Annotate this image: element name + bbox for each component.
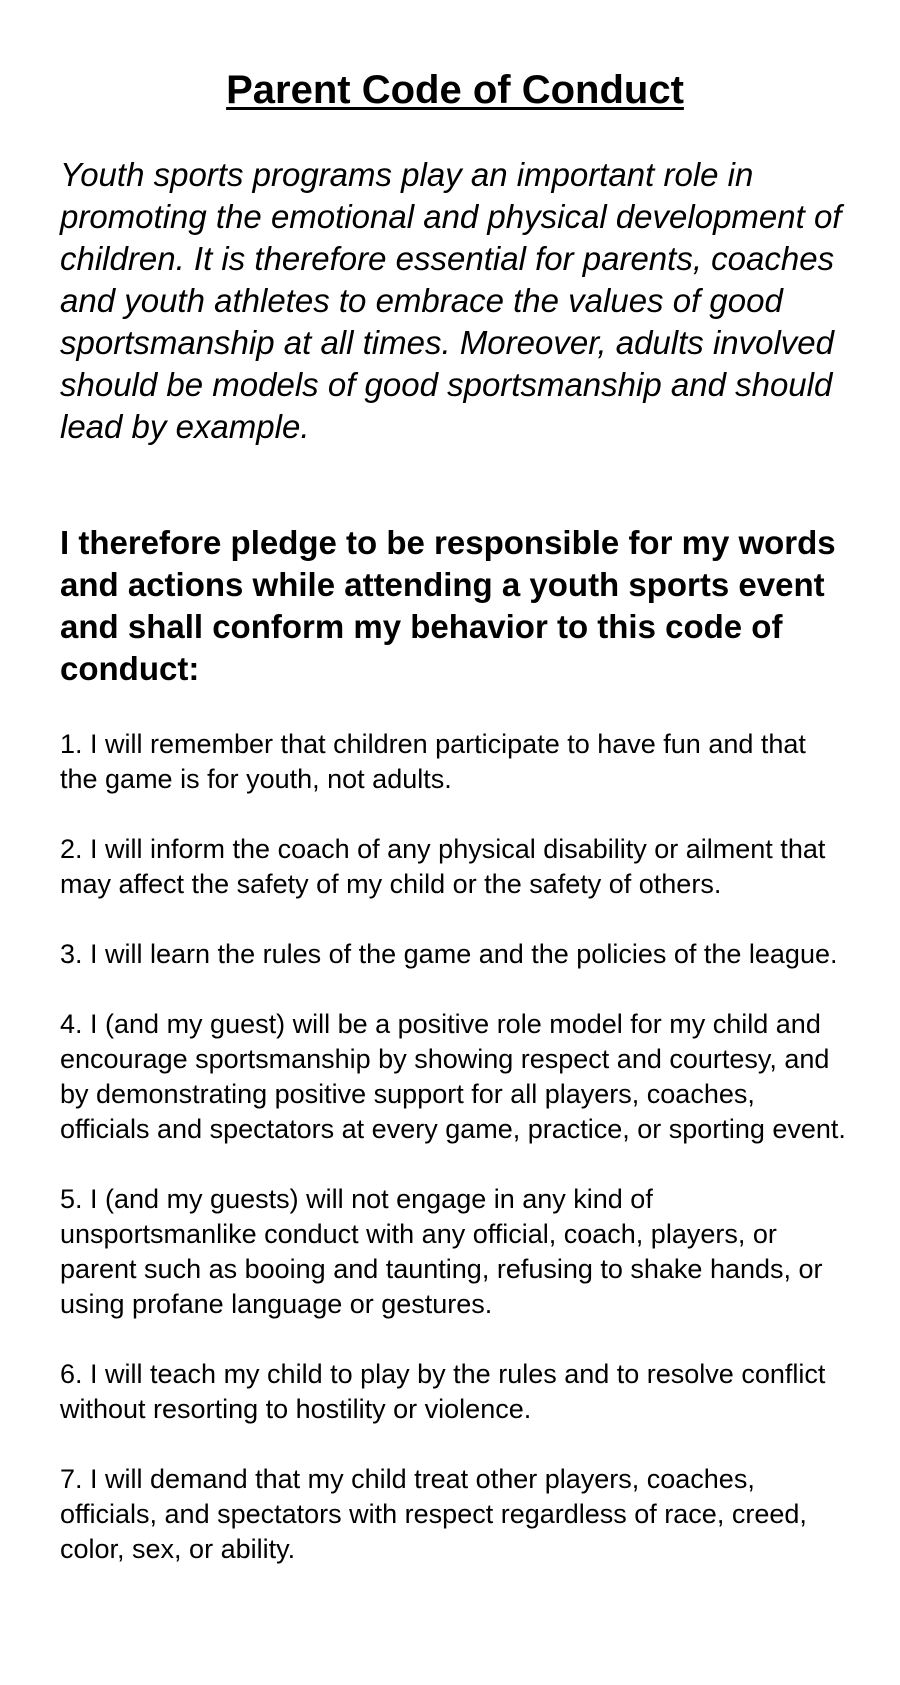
intro-paragraph: Youth sports programs play an important role in promoting the emotional and physical development of children. It is therefore essential for parents, coaches and youth athletes to embrace the values of good sportsmanship at all times. Moreover, adults involved should be models of good sportsmanship and should lead by example.	[60, 156, 842, 445]
pledge-statement: I therefore pledge to be responsible for my words and actions while attending a youth sports event and shall conform my behavior to this code of conduct:	[60, 524, 836, 687]
conduct-item-3: 3. I will learn the rules of the game and the policies of the league.	[60, 939, 838, 969]
conduct-list	[60, 727, 850, 1602]
conduct-item-6: 6. I will teach my child to play by the rules and to resolve conflict without resorting to hostility or violence.	[60, 1359, 826, 1424]
conduct-item-5: 5. I (and my guests) will not engage in any kind of unsportsmanlike conduct with any official, coach, players, or parent such as booing and taunting, refusing to shake hands, or using profane language or gestures.	[60, 1184, 823, 1319]
conduct-item-1: 1. I will remember that children participate to have fun and that the game is for youth, not adults.	[60, 729, 806, 794]
conduct-item-7: 7. I will demand that my child treat other players, coaches, officials, and spectators with respect regardless of race, creed, color, sex, or ability.	[60, 1464, 807, 1564]
conduct-item-2: 2. I will inform the coach of any physical disability or ailment that may affect the safety of my child or the safety of others.	[60, 834, 826, 899]
document-title: Parent Code of Conduct	[226, 68, 684, 112]
conduct-item-4: 4. I (and my guest) will be a positive role model for my child and encourage sportsmanship by showing respect and courtesy, and by demonstrating positive support for all players, coaches, officials and spectators at every game, practice, or sporting event.	[60, 1009, 846, 1144]
